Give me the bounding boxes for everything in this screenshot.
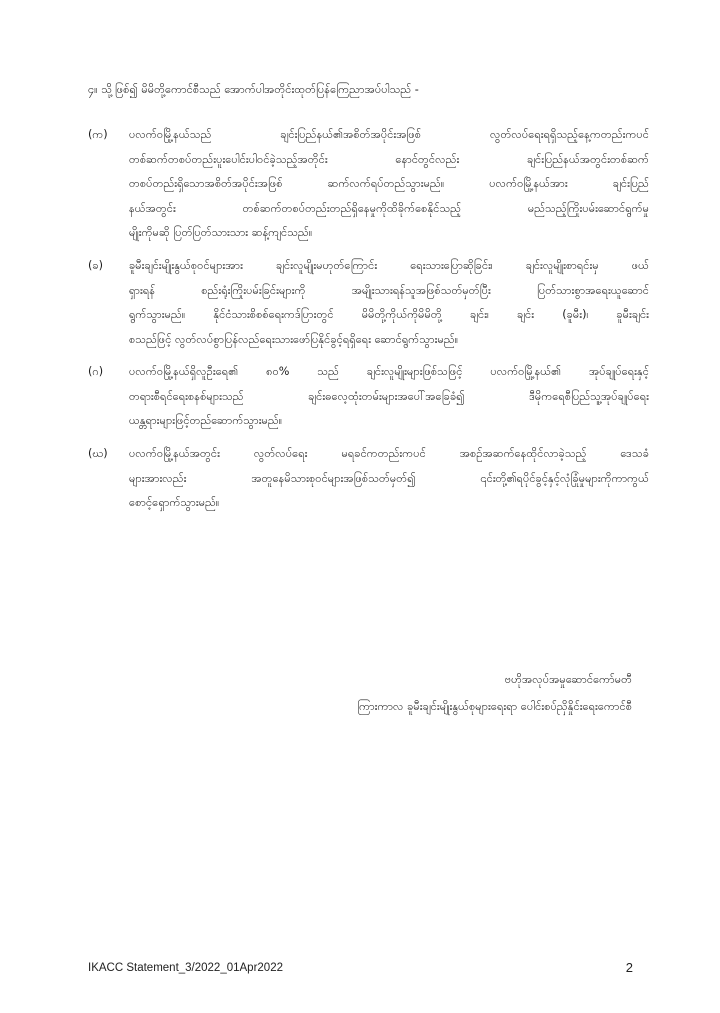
paragraph-line: များအားလည်း အတူနေမိသားစုဝင်များအဖြစ်သတ်မှတ်၍ ၎င်းတို့၏ရပိုင်ခွင့်နှင့်လုံခြုံမှုများကိုကာကွယ် <box>129 471 649 485</box>
footer-document-reference: IKACC Statement_3/2022_01Apr2022 <box>88 962 283 974</box>
paragraph-marker: (ဃ) <box>88 447 108 460</box>
paragraph-line: တစပ်တည်းရှိသောအစိတ်အပိုင်းအဖြစ် ဆက်လက်ရပ်တည်သွားမည်။ ပလက်ဝမြို့နယ်အား ချင်းပြည် <box>129 177 649 190</box>
signature-council: ကြားကာလ ခူမီးချင်းမျိုးနွယ်စုများရေးရာ ပေါင်းစပ်ညှိနှိုင်းရေးကောင်စီ <box>357 700 632 713</box>
paragraph-line: စောင့်ရှောက်သွားမည်။ <box>129 496 220 509</box>
paragraph-line: ပလက်ဝမြို့နယ်အတွင်း လွတ်လပ်ရေး မရခင်ကတည်းကပင် အစဉ်အဆက်နေထိုင်လာခဲ့သည့် ဒေသခံ <box>129 447 649 460</box>
paragraph-line: တရားစီရင်ရေးစနစ်များသည် ချင်းဓလေ့ထုံးတမ်းများအပေါ်အခြေခံ၍ ဒီမိုကရေစီပြည်သူ့အုပ်ချုပ်ရေး <box>129 389 649 403</box>
paragraph-line: တစ်ဆက်တစပ်တည်းပူးပေါင်းပါဝင်ခဲ့သည့်အတိုင်း နောင်တွင်လည်း ချင်းပြည်နယ်အတွင်းတစ်ဆက် <box>129 152 649 166</box>
paragraph-marker: (က) <box>88 128 108 141</box>
paragraph-line: မျိုးကိုမဆို ပြတ်ပြတ်သားသား ဆန့်ကျင်သည်။ <box>129 226 313 239</box>
paragraph-line: ပလက်ဝမြို့နယ်သည် ချင်းပြည်နယ်၏အစိတ်အပိုင်းအဖြစ် လွတ်လပ်ရေးရရှိသည့်နေ့ကတည်းကပင် <box>129 128 649 141</box>
paragraph-line: စသည်ဖြင့် လွတ်လပ်စွာပြန်လည်ရေးသားဖော်ပြနိုင်ခွင့်ရရှိရေး ဆောင်ရွက်သွားမည်။ <box>129 332 459 346</box>
paragraph-line: ယန္တရားများဖြင့်တည်ဆောက်သွားမည်။ <box>129 414 283 427</box>
paragraph-line: ရှားရန် စည်းရုံးကြိုးပမ်းခြင်းများကို အမျိုးသားရန်သူအဖြစ်သတ်မှတ်ပြီး ပြတ်သားစွာအရေးယူဆောင် <box>129 283 649 297</box>
paragraph-marker: (ဂ) <box>88 365 104 378</box>
paragraph-line: ခူမီးချင်းမျိုးနွယ်စုဝင်များအား ချင်းလူမျိုးမဟုတ်ကြောင်း ရေးသားပြောဆိုခြင်း၊ ချင်းလူမျိုးစာရင်းမှ ဖယ် <box>129 259 649 272</box>
paragraph-body <box>129 254 649 352</box>
paragraph-line: ပလက်ဝမြို့နယ်ရှိလူဦးရေ၏ ၈၀% သည် ချင်းလူမျိုးများဖြစ်သဖြင့် ပလက်ဝမြို့နယ်၏ အုပ်ချုပ်ရေးနှင့် <box>129 365 649 378</box>
paragraph-line: ရွက်သွားမည်။ နိုင်ငံသားစိစစ်ရေးကဒ်ပြားတွင် မိမိတို့ကိုယ်ကိုမိမိတို့ ချင်း၊ ချင်း (ခူမီး)၊ ခူမီးချင်း <box>129 308 649 321</box>
paragraph-body <box>129 123 649 246</box>
footer-page-number: 2 <box>625 960 633 975</box>
paragraph-body <box>129 442 649 516</box>
paragraph-line: နယ်အတွင်း တစ်ဆက်တစပ်တည်းတည်ရှိနေမှုကိုထိခိုက်စေနိုင်သည့် မည်သည့်ကြိုးပမ်းဆောင်ရွက်မှု <box>129 201 649 215</box>
signature-block <box>357 666 632 720</box>
signature-committee: ဗဟိုအလုပ်အမှုဆောင်ကော်မတီ <box>504 673 632 686</box>
intro-statement: ၄။ သို့ဖြစ်၍ မိမိတို့ကောင်စီသည် အောက်ပါအတိုင်းထုတ်ပြန်ကြေညာအပ်ပါသည် - <box>88 83 419 96</box>
paragraph-marker: (ခ) <box>88 259 104 272</box>
paragraph-body <box>129 360 649 434</box>
